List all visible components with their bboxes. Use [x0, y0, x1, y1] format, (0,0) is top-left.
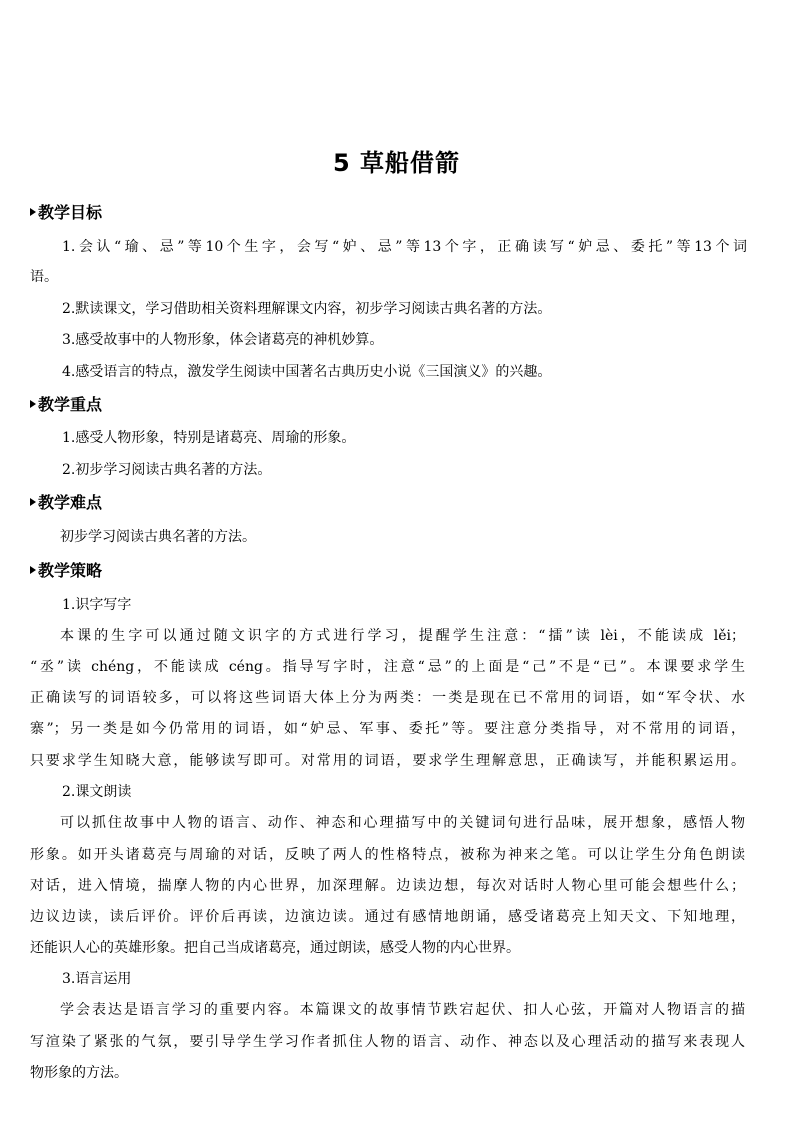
paragraph-line: 还能识人心的英雄形象。把自己当成诸葛亮，通过朗读，感受人物的内心世界。	[30, 940, 520, 956]
goal-item: 3.感受故事中的人物形象，体会诸葛亮的神机妙算。	[62, 332, 384, 348]
triangle-bullet-icon	[30, 208, 36, 216]
section-heading-label: 教学重点	[38, 395, 103, 414]
paragraph-line: 可以抓住故事中人物的语言、动作、神态和心理描写中的关键词句进行品味，展开想象，感悟人物	[60, 815, 745, 831]
section-heading-keypoints	[30, 394, 102, 416]
difficulty-item: 初步学习阅读古典名著的方法。	[60, 529, 256, 545]
paragraph-line: “丞”读 chéng，不能读成 céng。指导写字时，注意“忌”的上面是“己”不是“已”。本课要求学生	[30, 659, 745, 675]
section-heading-label: 教学策略	[38, 561, 103, 580]
section-heading-label: 教学难点	[38, 493, 103, 512]
subheading-literacy: 1.识字写字	[62, 597, 132, 613]
paragraph-line: 只要求学生知晓大意，能够读写即可。对常用的词语，要求学生理解意思，正确读写，并能积累运用。	[30, 753, 745, 769]
section-heading-difficulties	[30, 492, 102, 514]
goal-item: 1.会认“瑜、忌”等10个生字，会写“妒、忌”等13个字，正确读写“妒忌、委托”等13个词	[62, 239, 747, 255]
paragraph-line: 寨”；另一类是如今仍常用的词语，如“妒忌、军事、委托”等。要注意分类指导，对不常用的词语，	[30, 721, 745, 737]
goal-item: 4.感受语言的特点，激发学生阅读中国著名古典历史小说《三国演义》的兴趣。	[62, 364, 552, 380]
paragraph-line: 写渲染了紧张的气氛，要引导学生学习作者抓住人物的语言、动作、神态以及心理活动的描写来表现人	[30, 1034, 745, 1050]
goal-item-continuation: 语。	[30, 269, 58, 285]
goal-item: 2.默读课文，学习借助相关资料理解课文内容，初步学习阅读古典名著的方法。	[62, 301, 552, 317]
triangle-bullet-icon	[30, 400, 36, 408]
paragraph-line: 边议边读，读后评价。评价后再读，边演边读。通过有感情地朗诵，感受诸葛亮上知天文、下知地理，	[30, 909, 745, 925]
triangle-bullet-icon	[30, 498, 36, 506]
paragraph-line: 正确读写的词语较多，可以将这些词语大体上分为两类：一类是现在已不常用的词语，如“军令状、水	[30, 690, 745, 706]
subheading-language-use: 3.语言运用	[62, 971, 132, 987]
section-heading-goals	[30, 202, 102, 224]
subheading-reading: 2.课文朗读	[62, 784, 132, 800]
section-heading-label: 教学目标	[38, 203, 103, 222]
section-heading-strategies	[30, 560, 102, 582]
keypoint-item: 1.感受人物形象，特别是诸葛亮、周瑜的形象。	[62, 430, 356, 446]
triangle-bullet-icon	[30, 566, 36, 574]
paragraph-line: 物形象的方法。	[30, 1065, 128, 1081]
paragraph-line: 形象。如开头诸葛亮与周瑜的对话，反映了两人的性格特点，被称为神来之笔。可以让学生分角色朗读	[30, 847, 745, 863]
keypoint-item: 2.初步学习阅读古典名著的方法。	[62, 462, 272, 478]
paragraph-line: 学会表达是语言学习的重要内容。本篇课文的故事情节跌宕起伏、扣人心弦，开篇对人物语言的描	[60, 1002, 745, 1018]
page-title: 5 草船借箭	[332, 149, 461, 177]
paragraph-line: 对话，进入情境，揣摩人物的内心世界，加深理解。边读边想，每次对话时人物心里可能会想些什么；	[30, 878, 745, 894]
paragraph-line: 本课的生字可以通过随文识字的方式进行学习，提醒学生注意：“擂”读 lèi，不能读成 lěi；	[60, 628, 745, 644]
